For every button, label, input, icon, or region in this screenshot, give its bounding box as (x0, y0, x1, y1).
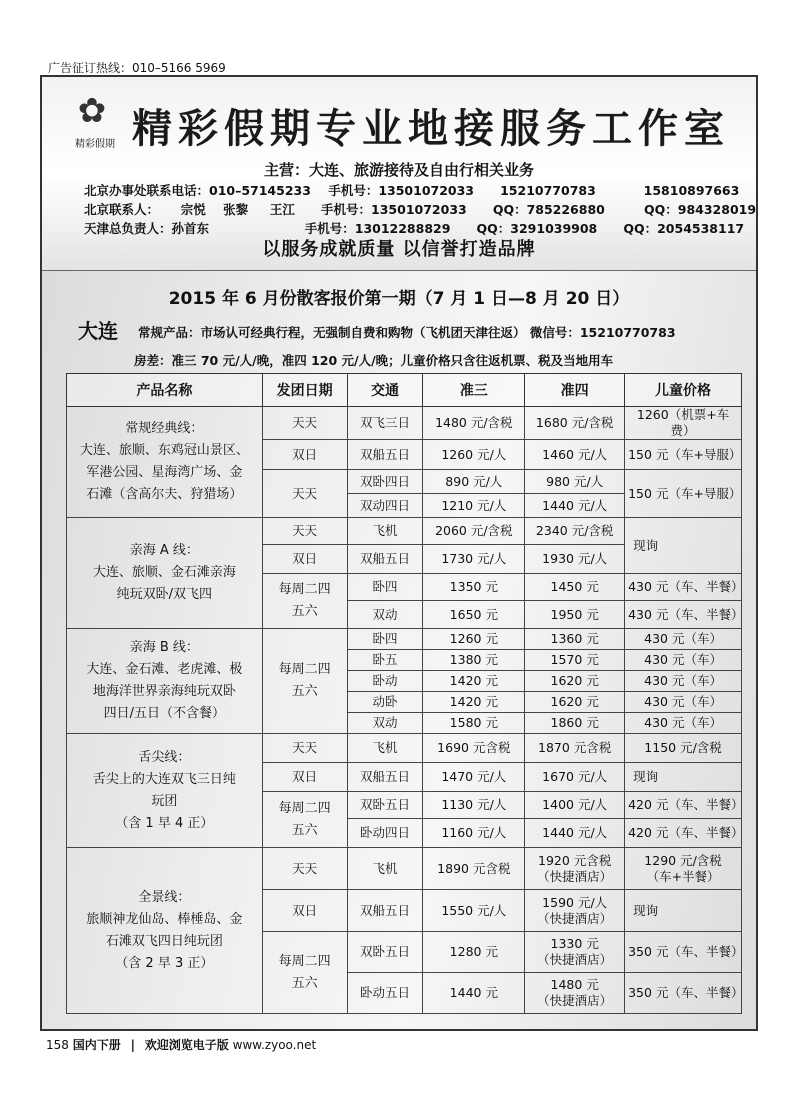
price-cell: 1580 元 (423, 713, 525, 734)
flower-icon: ✿ (77, 91, 107, 131)
price-cell: 1260 元/人 (423, 440, 525, 470)
price-cell (525, 973, 625, 1014)
product-desc: （含 2 早 3 正） (115, 955, 214, 971)
transport-cell: 卧五 (347, 650, 423, 671)
price-value: 1330 元 (550, 936, 599, 951)
departure-days: 每周二四 (278, 953, 331, 969)
product-desc: 大连、旅顺、东鸡冠山景区、 (79, 443, 249, 458)
transport-cell: 双飞三日 (347, 407, 423, 440)
departure-cell (262, 574, 347, 629)
price-cell: 1670 元/人 (525, 763, 625, 792)
table-header-row (67, 374, 742, 407)
footer-separator: | (130, 1038, 135, 1052)
child-price-cell: 150 元（车+导服） (625, 440, 742, 470)
departure-cell: 天天 (262, 470, 347, 518)
child-price-cell: 430 元（车、半餐） (625, 601, 742, 629)
contact-row-tianjin: 天津总负责人：孙首东 手机号：13012288829 QQ：3291039908 QQ：2054538117 (84, 221, 745, 236)
price-cell: 1440 元/人 (525, 494, 625, 518)
price-cell: 1350 元 (423, 574, 525, 601)
departure-cell (262, 932, 347, 1014)
price-cell: 1570 元 (525, 650, 625, 671)
departure-cell: 双日 (262, 890, 347, 932)
price-table (66, 373, 742, 1014)
child-price-cell: 430 元（车） (625, 692, 742, 713)
child-price-cell: 现询 (625, 763, 742, 792)
ad-hotline: 广告征订热线：010–5166 5969 (48, 61, 226, 75)
departure-cell: 天天 (262, 848, 347, 890)
departure-days: 每周二四 (278, 662, 331, 677)
departure-cell: 双日 (262, 763, 347, 792)
contact-row-beijing-contacts: 北京联系人： 宗悦 张黎 王江 手机号：13501072033 QQ：785226880 QQ：984328019 (84, 202, 757, 217)
transport-cell: 双动四日 (347, 494, 423, 518)
slogan: 以服务成就质量 以信誉打造品牌 (262, 239, 536, 260)
price-cell: 1480 元/含税 (423, 407, 525, 440)
product-sea-b-line (67, 629, 263, 734)
product-desc: 大连、金石滩、老虎滩、极 (86, 662, 243, 677)
departure-days: 每周二四 (278, 800, 331, 816)
col-product-name: 产品名称 (67, 374, 263, 407)
departure-cell: 双日 (262, 545, 347, 574)
price-cell: 1690 元含税 (423, 734, 525, 763)
transport-cell: 卧四 (347, 629, 423, 650)
price-cell: 1890 元含税 (423, 848, 525, 890)
hotel-note: （快捷酒店） (537, 952, 613, 967)
price-cell: 1680 元/含税 (525, 407, 625, 440)
footer-text: 欢迎浏览电子版 (144, 1038, 229, 1052)
table-row (67, 407, 742, 440)
price-cell: 1650 元 (423, 601, 525, 629)
city-name: 大连 (78, 319, 118, 343)
page-number: 158 (46, 1038, 69, 1052)
price-cell: 1440 元/人 (525, 819, 625, 848)
routine-products-note: 常规产品：市场认可经典行程，无强制自费和购物（飞机团天津往返） 微信号：15210770783 (138, 325, 676, 340)
transport-cell: 飞机 (347, 848, 423, 890)
transport-cell: 双卧五日 (347, 932, 423, 973)
departure-cell: 天天 (262, 407, 347, 440)
product-title: 亲海 A 线： (129, 543, 199, 558)
room-difference-note: 房差：准三 70 元/人/晚，准四 120 元/人/晚；儿童价格只含往返机票、税及当地用车 (134, 353, 614, 368)
hotel-note: （快捷酒店） (537, 910, 613, 926)
price-cell: 1210 元/人 (423, 494, 525, 518)
transport-cell: 飞机 (347, 734, 423, 763)
departure-days: 五六 (291, 822, 318, 838)
price-cell: 1550 元/人 (423, 890, 525, 932)
transport-cell: 飞机 (347, 518, 423, 545)
price-cell: 1730 元/人 (423, 545, 525, 574)
departure-days: 五六 (291, 684, 318, 699)
price-cell: 1130 元/人 (423, 792, 525, 819)
transport-cell: 双船五日 (347, 440, 423, 470)
transport-cell: 双卧五日 (347, 792, 423, 819)
product-tongue-line (67, 734, 263, 848)
table-row (67, 518, 742, 545)
price-cell: 1930 元/人 (525, 545, 625, 574)
transport-cell: 卧动 (347, 671, 423, 692)
section-name: 国内下册 (72, 1038, 121, 1052)
child-price-cell: 150 元（车+导服） (625, 470, 742, 518)
transport-cell: 双卧四日 (347, 470, 423, 494)
product-desc: 石滩双飞四日纯玩团 (105, 933, 223, 949)
price-value: 1590 元/人 (542, 894, 608, 910)
product-desc: （含 1 早 4 正） (115, 815, 214, 831)
transport-cell: 双船五日 (347, 890, 423, 932)
product-desc: 军港公园、星海湾广场、金 (86, 465, 243, 480)
col-transport: 交通 (347, 374, 423, 407)
product-desc: 石滩（含高尔夫、狩猎场） (86, 487, 243, 502)
product-desc: 玩团 (151, 793, 178, 809)
price-cell: 1280 元 (423, 932, 525, 973)
child-price-cell: 430 元（车） (625, 650, 742, 671)
departure-days: 每周二四 (278, 582, 331, 597)
table-row (67, 734, 742, 763)
transport-cell: 双动 (347, 601, 423, 629)
child-price-cell: 1150 元/含税 (625, 734, 742, 763)
col-child-price: 儿童价格 (625, 374, 742, 407)
price-cell (525, 848, 625, 890)
product-desc: 旅顺神龙仙岛、棒棰岛、金 (86, 911, 243, 927)
departure-cell: 双日 (262, 440, 347, 470)
product-desc: 纯玩双卧/双飞四 (116, 587, 213, 602)
transport-cell: 卧动五日 (347, 973, 423, 1014)
child-price-cell: 现询 (625, 890, 742, 932)
price-value: 1920 元含税 (538, 852, 612, 868)
child-price-cell: 现询 (625, 518, 742, 574)
table-row (67, 848, 742, 890)
child-price-cell (625, 848, 742, 890)
price-cell: 980 元/人 (525, 470, 625, 494)
price-cell: 1620 元 (525, 692, 625, 713)
price-note: （车+半餐） (646, 868, 720, 884)
departure-cell (262, 792, 347, 848)
price-cell: 2340 元/含税 (525, 518, 625, 545)
col-departure-date: 发团日期 (262, 374, 347, 407)
price-cell: 1260 元 (423, 629, 525, 650)
child-price-cell: 350 元（车、半餐） (625, 973, 742, 1014)
transport-cell: 双动 (347, 713, 423, 734)
price-cell: 1950 元 (525, 601, 625, 629)
price-cell: 1460 元/人 (525, 440, 625, 470)
product-title: 舌尖线： (138, 749, 191, 765)
product-sea-a-line (67, 518, 263, 629)
main-business: 主营：大连、旅游接待及自由行相关业务 (263, 161, 534, 179)
price-cell: 890 元/人 (423, 470, 525, 494)
transport-cell: 动卧 (347, 692, 423, 713)
transport-cell: 双船五日 (347, 763, 423, 792)
transport-cell: 卧四 (347, 574, 423, 601)
child-price-cell: 430 元（车、半餐） (625, 574, 742, 601)
contact-row-beijing-office: 北京办事处联系电话：010–57145233 手机号：13501072033 15210770783 15810897663 (84, 183, 740, 198)
price-cell: 1360 元 (525, 629, 625, 650)
col-standard-4: 准四 (525, 374, 625, 407)
price-value: 1480 元 (550, 977, 599, 992)
price-value: 1290 元/含税 (644, 852, 722, 868)
child-price-cell: 430 元（车） (625, 713, 742, 734)
price-cell (525, 932, 625, 973)
price-cell: 1420 元 (423, 671, 525, 692)
product-title: 常规经典线： (125, 421, 204, 436)
child-price-cell: 350 元（车、半餐） (625, 932, 742, 973)
product-title: 亲海 B 线： (129, 640, 199, 655)
product-desc: 地海洋世界亲海纯玩双卧 (92, 684, 236, 699)
company-logo (68, 91, 118, 153)
product-desc: 舌尖上的大连双飞三日纯 (92, 771, 236, 787)
child-price-cell: 430 元（车） (625, 629, 742, 650)
product-panorama-line (67, 848, 263, 1014)
product-desc: 大连、旅顺、金石滩亲海 (92, 565, 236, 580)
price-cell: 1380 元 (423, 650, 525, 671)
footer-url[interactable]: www.zyoo.net (232, 1038, 317, 1052)
child-price-cell: 430 元（车） (625, 671, 742, 692)
price-cell: 1470 元/人 (423, 763, 525, 792)
hotel-note: （快捷酒店） (537, 868, 613, 884)
price-list-title: 2015 年 6 月份散客报价第一期（7 月 1 日—8 月 20 日） (168, 289, 630, 309)
col-standard-3: 准三 (423, 374, 525, 407)
price-cell (525, 890, 625, 932)
departure-days: 五六 (291, 975, 318, 991)
departure-cell: 天天 (262, 518, 347, 545)
departure-cell (262, 629, 347, 734)
product-desc: 四日/五日（不含餐） (103, 706, 226, 721)
child-price-cell: 1260（机票+车费） (625, 407, 742, 440)
price-cell: 2060 元/含税 (423, 518, 525, 545)
price-cell: 1620 元 (525, 671, 625, 692)
price-cell: 1440 元 (423, 973, 525, 1014)
logo-text: 精彩假期 (75, 139, 115, 150)
departure-cell: 天天 (262, 734, 347, 763)
price-cell: 1860 元 (525, 713, 625, 734)
transport-cell: 卧动四日 (347, 819, 423, 848)
price-cell: 1420 元 (423, 692, 525, 713)
price-cell: 1870 元含税 (525, 734, 625, 763)
child-price-cell: 420 元（车、半餐） (625, 819, 742, 848)
ad-header (42, 77, 756, 271)
departure-days: 五六 (291, 604, 318, 619)
table-row (67, 629, 742, 650)
price-cell: 1450 元 (525, 574, 625, 601)
price-cell: 1160 元/人 (423, 819, 525, 848)
product-title: 全景线： (138, 889, 191, 905)
transport-cell: 双船五日 (347, 545, 423, 574)
price-cell: 1400 元/人 (525, 792, 625, 819)
hotel-note: （快捷酒店） (537, 993, 613, 1008)
child-price-cell: 420 元（车、半餐） (625, 792, 742, 819)
product-classic-line (67, 407, 263, 518)
page-footer (46, 1036, 316, 1053)
brand-title: 精彩假期专业地接服务工作室 (132, 105, 730, 152)
advertisement-frame (40, 75, 758, 1031)
